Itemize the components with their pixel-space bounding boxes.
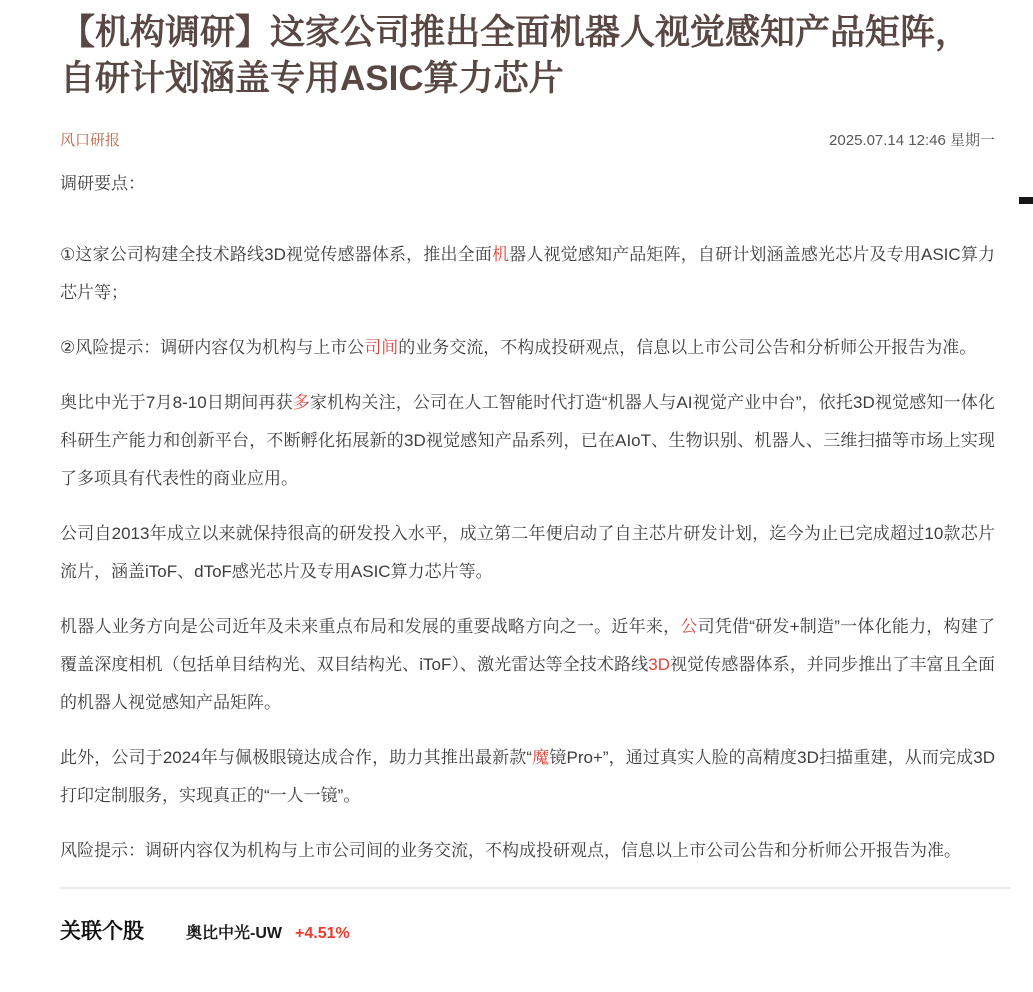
stock-name[interactable]: 奥比中光-UW	[186, 925, 282, 942]
scrollbar-thumb[interactable]	[1019, 197, 1033, 204]
paragraph-text: ①这家公司构建全技术路线3D视觉传感器体系，推出全面	[60, 245, 492, 264]
paragraph-text: 风险提示：调研内容仅为机构与上市公司间的业务交流，不构成投研观点，信息以上市公司公告和分析师公开报告为准。	[60, 841, 961, 860]
watermark-char: 3D	[648, 655, 670, 674]
paragraph-text: 的业务交流，不构成投研观点，信息以上市公司公告和分析师公开报告为准。	[398, 338, 977, 357]
watermark-char: 机	[491, 245, 510, 264]
publish-datetime: 2025.07.14 12:46 星期一	[829, 132, 995, 149]
paragraph-text: 调研要点：	[60, 174, 145, 193]
stock-change-badge: +4.51%	[295, 925, 350, 942]
paragraph-text: 镜Pro+”，通过真实人脸的高精度3D扫描重建，从而完成3D打印定制服务，实现真正的“一人一镜”。	[60, 748, 996, 805]
article-paragraph	[60, 329, 995, 367]
article-paragraph	[60, 384, 995, 498]
article-paragraph	[60, 236, 995, 312]
article-body	[60, 165, 995, 870]
article-paragraph	[60, 832, 995, 870]
article-paragraph	[60, 515, 995, 591]
article-paragraph	[60, 165, 995, 203]
section-divider	[60, 887, 1010, 889]
paragraph-text: 司凭借“研发+制造”一体化能力，构建了覆盖深度相机（包括单目结构光、双目结构光、iToF）、激光雷达等全技术路线	[60, 617, 996, 674]
paragraph-text: 家机构关注，公司在人工智能时代打造“机器人与AI视觉产业中台”，依托3D视觉感知一体化科研生产能力和创新平台，不断孵化拓展新的3D视觉感知产品系列，已在AIoT、生物识别、机器人、三维扫描等市场上实现了多项具有代表性的商业应用。	[60, 393, 996, 488]
related-stocks-heading: 关联个股	[60, 920, 144, 943]
watermark-char: 公	[680, 617, 698, 636]
article-meta-row	[60, 130, 995, 151]
paragraph-text: 奥比中光于7月8-10日期间再获	[60, 393, 293, 412]
watermark-char: 魔	[532, 748, 550, 767]
article-content	[60, 0, 995, 945]
related-stock-item[interactable]	[186, 920, 350, 943]
paragraph-text: 器人视觉感知产品矩阵，自研计划涵盖感光芯片及专用ASIC算力芯片等；	[60, 245, 995, 302]
source-tag-link[interactable]: 风口研报	[60, 132, 121, 149]
watermark-char: 多	[292, 393, 310, 412]
paragraph-text: 视觉传感器体系，并同步推出了丰富且全面的机器人视觉感知产品矩阵。	[60, 655, 995, 712]
paragraph-text: 机器人业务方向是公司近年及未来重点布局和发展的重要战略方向之一。近年来，	[60, 617, 681, 636]
watermark-char: 司间	[364, 338, 399, 357]
paragraph-text: 公司自2013年成立以来就保持很高的研发投入水平，成立第二年便启动了自主芯片研发计划，迄今为止已完成超过10款芯片流片，涵盖iToF、dToF感光芯片及专用ASIC算力芯片等。	[60, 524, 995, 581]
article-paragraph	[60, 608, 995, 722]
article-paragraph	[60, 739, 995, 815]
related-stocks-row	[60, 915, 995, 945]
paragraph-text: 此外，公司于2024年与佩极眼镜达成合作，助力其推出最新款“	[60, 748, 533, 767]
paragraph-text: ②风险提示：调研内容仅为机构与上市公	[60, 338, 365, 357]
article-title: 【机构调研】这家公司推出全面机器人视觉感知产品矩阵，自研计划涵盖专用ASIC算力芯片	[60, 13, 971, 98]
